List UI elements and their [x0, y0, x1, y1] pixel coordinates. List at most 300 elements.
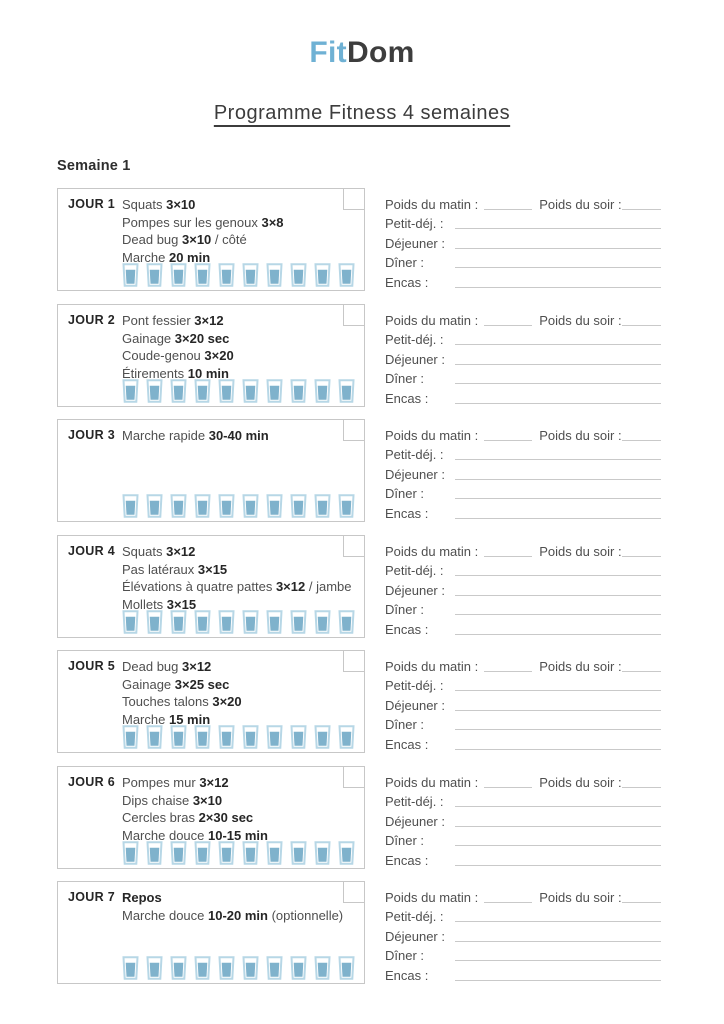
exercise-text: 2×30 sec	[198, 810, 254, 825]
day-complete-checkbox[interactable]	[343, 419, 365, 441]
water-glass-icon[interactable]	[266, 379, 283, 403]
meal-tracker	[385, 886, 661, 984]
meal-field-line	[455, 614, 661, 615]
exercise-list	[122, 774, 336, 844]
exercise-text: Dead bug	[122, 659, 182, 674]
exercise-list	[122, 427, 336, 445]
exercise-line	[122, 543, 336, 561]
exercise-text: Marche	[122, 249, 169, 265]
water-glass-icon[interactable]	[338, 610, 355, 634]
water-glass-icon[interactable]	[122, 263, 139, 287]
weight-morning-field-line	[484, 440, 532, 441]
water-glass-icon[interactable]	[122, 379, 139, 403]
water-glass-icon[interactable]	[122, 841, 139, 865]
weight-morning-label: Poids du matin :	[385, 427, 479, 443]
weights-row	[385, 540, 661, 560]
weight-evening-label: Poids du soir :	[539, 312, 622, 328]
meal-row	[385, 444, 661, 464]
meal-row	[385, 618, 661, 638]
meal-row	[385, 348, 661, 368]
exercise-text: Pont fessier	[122, 313, 195, 328]
water-glass-icon[interactable]	[290, 494, 307, 518]
meal-label: Petit-déj. :	[385, 563, 444, 579]
day-complete-checkbox[interactable]	[343, 304, 365, 326]
water-glass-icon[interactable]	[170, 379, 187, 403]
day-card	[57, 881, 365, 984]
exercise-text: 3×8	[261, 214, 284, 230]
weight-evening-label: Poids du soir :	[539, 889, 622, 905]
day-row	[57, 535, 661, 638]
exercise-line	[122, 196, 336, 214]
day-card	[57, 650, 365, 753]
day-card	[57, 535, 365, 638]
water-glass-icon[interactable]	[146, 956, 163, 980]
meal-label: Dîner :	[385, 255, 425, 271]
day-card	[57, 304, 365, 407]
meal-tracker	[385, 193, 661, 291]
exercise-line	[122, 214, 336, 232]
weight-morning-field-line	[484, 556, 532, 557]
meal-field-line	[455, 575, 661, 576]
day-card	[57, 766, 365, 869]
day-complete-checkbox[interactable]	[343, 650, 365, 672]
water-glass-icon[interactable]	[146, 494, 163, 518]
exercise-text: 3×25 sec	[174, 676, 230, 692]
exercise-line	[122, 774, 336, 792]
meal-label: Dîner :	[385, 371, 425, 387]
water-glass-icon[interactable]	[218, 379, 235, 403]
weight-evening-field-line	[622, 787, 661, 788]
water-glass-icon[interactable]	[146, 725, 163, 749]
exercise-text: Marche douce	[122, 827, 208, 843]
water-glass-icon[interactable]	[242, 725, 259, 749]
exercise-text: Marche douce	[122, 907, 208, 923]
water-glass-icon[interactable]	[266, 841, 283, 865]
weight-morning-field-line	[484, 671, 532, 672]
water-glass-icon[interactable]	[290, 263, 307, 287]
water-glass-icon[interactable]	[314, 263, 331, 287]
day-complete-checkbox[interactable]	[343, 535, 365, 557]
water-glass-icon[interactable]	[290, 725, 307, 749]
meal-row	[385, 714, 661, 734]
exercise-text: Gainage	[122, 330, 175, 346]
meal-row	[385, 232, 661, 252]
exercise-text: 10-15 min	[208, 827, 268, 843]
day-row	[57, 419, 661, 522]
water-glass-icon[interactable]	[242, 379, 259, 403]
meal-field-line	[455, 806, 661, 807]
exercise-text: 3×10	[182, 232, 212, 247]
exercise-text: Dips chaise	[122, 792, 193, 808]
day-card	[57, 188, 365, 291]
water-glass-icon[interactable]	[218, 494, 235, 518]
meal-label: Déjeuner :	[385, 582, 445, 598]
weight-morning-field-line	[484, 902, 532, 903]
meal-field-line	[455, 729, 661, 730]
exercise-list	[122, 312, 336, 382]
meal-row	[385, 329, 661, 349]
meal-label: Petit-déj. :	[385, 678, 444, 694]
water-glass-icon[interactable]	[266, 610, 283, 634]
exercise-text: Repos	[122, 890, 162, 905]
weight-morning-label: Poids du matin :	[385, 658, 479, 674]
day-row	[57, 881, 661, 984]
exercise-text: 3×20	[212, 694, 242, 709]
meal-field-line	[455, 960, 661, 961]
exercise-list	[122, 658, 336, 728]
water-glass-icon[interactable]	[338, 956, 355, 980]
water-glass-icon[interactable]	[218, 841, 235, 865]
weight-evening-field-line	[622, 209, 661, 210]
meal-row	[385, 810, 661, 830]
water-glass-icon[interactable]	[146, 379, 163, 403]
meal-label: Déjeuner :	[385, 466, 445, 482]
meal-field-line	[455, 980, 661, 981]
water-glass-icon[interactable]	[242, 956, 259, 980]
meal-field-line	[455, 267, 661, 268]
exercise-line	[122, 907, 344, 925]
fitdom-logo	[0, 36, 724, 70]
exercise-text: / côté	[211, 232, 247, 247]
weight-evening-field-line	[622, 440, 661, 441]
meal-row	[385, 791, 661, 811]
water-glass-icon[interactable]	[146, 263, 163, 287]
meal-field-line	[455, 634, 661, 635]
meal-row	[385, 733, 661, 753]
meal-label: Petit-déj. :	[385, 216, 444, 232]
meal-field-line	[455, 403, 661, 404]
weights-row	[385, 771, 661, 791]
meal-field-line	[455, 479, 661, 480]
meal-label: Petit-déj. :	[385, 332, 444, 348]
day-complete-checkbox[interactable]	[343, 766, 365, 788]
water-glass-icon[interactable]	[194, 725, 211, 749]
meal-row	[385, 964, 661, 984]
weight-evening-label: Poids du soir :	[539, 196, 622, 212]
meal-field-line	[455, 459, 661, 460]
weight-evening-field-line	[622, 902, 661, 903]
exercise-text: Dead bug	[122, 232, 182, 247]
weight-evening-label: Poids du soir :	[539, 427, 622, 443]
exercise-text: 20 min	[168, 249, 211, 265]
exercise-text: Mollets	[122, 596, 167, 612]
water-tracker	[122, 956, 355, 980]
meal-label: Petit-déj. :	[385, 909, 444, 925]
weight-evening-label: Poids du soir :	[539, 543, 622, 559]
water-glass-icon[interactable]	[266, 494, 283, 518]
water-glass-icon[interactable]	[338, 263, 355, 287]
water-glass-icon[interactable]	[266, 725, 283, 749]
weight-morning-label: Poids du matin :	[385, 196, 479, 212]
meal-row	[385, 925, 661, 945]
water-glass-icon[interactable]	[218, 725, 235, 749]
meal-field-line	[455, 941, 661, 942]
exercise-text: / jambe	[305, 579, 352, 594]
meal-row	[385, 830, 661, 850]
water-glass-icon[interactable]	[194, 841, 211, 865]
exercise-text: 3×12	[166, 544, 196, 559]
meal-field-line	[455, 690, 661, 691]
day-label: JOUR 1	[68, 197, 115, 211]
meal-field-line	[455, 749, 661, 750]
exercise-text: Marche rapide	[122, 428, 209, 443]
exercise-text: Touches talons	[122, 694, 213, 709]
exercise-list	[122, 889, 344, 924]
meal-label: Encas :	[385, 852, 429, 868]
meal-field-line	[455, 710, 661, 711]
exercise-text: Étirements	[122, 365, 188, 381]
water-glass-icon[interactable]	[290, 610, 307, 634]
exercise-text: 30-40 min	[208, 428, 269, 443]
meal-label: Dîner :	[385, 717, 425, 733]
exercise-text: Cercles bras	[122, 810, 199, 825]
meal-label: Dîner :	[385, 948, 425, 964]
exercise-line	[122, 676, 336, 694]
water-glass-icon[interactable]	[122, 494, 139, 518]
exercise-line	[122, 578, 352, 596]
water-glass-icon[interactable]	[314, 379, 331, 403]
water-glass-icon[interactable]	[194, 494, 211, 518]
meal-label: Déjeuner :	[385, 928, 445, 944]
water-tracker	[122, 610, 355, 634]
water-glass-icon[interactable]	[242, 610, 259, 634]
exercise-list	[122, 196, 336, 266]
exercise-line	[122, 792, 336, 810]
weight-evening-field-line	[622, 671, 661, 672]
weight-evening-field-line	[622, 556, 661, 557]
water-glass-icon[interactable]	[242, 841, 259, 865]
exercise-text: 3×12	[199, 775, 229, 790]
water-glass-icon[interactable]	[266, 263, 283, 287]
day-label: JOUR 7	[68, 890, 115, 904]
meal-row	[385, 560, 661, 580]
water-glass-icon[interactable]	[338, 379, 355, 403]
water-glass-icon[interactable]	[314, 494, 331, 518]
meal-label: Déjeuner :	[385, 235, 445, 251]
water-glass-icon[interactable]	[170, 494, 187, 518]
meal-field-line	[455, 364, 661, 365]
exercise-text: 3×20 sec	[174, 330, 230, 346]
meal-row	[385, 694, 661, 714]
exercise-text: 3×12	[194, 313, 224, 328]
water-glass-icon[interactable]	[146, 610, 163, 634]
water-glass-icon[interactable]	[290, 379, 307, 403]
water-glass-icon[interactable]	[146, 841, 163, 865]
meal-row	[385, 387, 661, 407]
exercise-text: Pas latéraux	[122, 561, 198, 577]
day-row	[57, 304, 661, 407]
meal-row	[385, 463, 661, 483]
water-glass-icon[interactable]	[170, 610, 187, 634]
day-label: JOUR 5	[68, 659, 115, 673]
exercise-text: Gainage	[122, 676, 175, 692]
exercise-line	[122, 330, 336, 348]
weight-evening-label: Poids du soir :	[539, 774, 622, 790]
water-glass-icon[interactable]	[122, 725, 139, 749]
exercise-line	[122, 889, 336, 907]
meal-row	[385, 579, 661, 599]
weight-morning-field-line	[484, 209, 532, 210]
weight-morning-label: Poids du matin :	[385, 312, 479, 328]
meal-field-line	[455, 248, 661, 249]
day-list	[57, 188, 661, 998]
meal-tracker	[385, 309, 661, 407]
exercise-line	[122, 693, 336, 711]
exercise-line	[122, 347, 336, 365]
meal-tracker	[385, 771, 661, 869]
meal-field-line	[455, 865, 661, 866]
meal-label: Déjeuner :	[385, 813, 445, 829]
day-row	[57, 650, 661, 753]
water-glass-icon[interactable]	[266, 956, 283, 980]
week-heading: Semaine 1	[57, 158, 131, 174]
water-tracker	[122, 725, 355, 749]
day-label: JOUR 3	[68, 428, 115, 442]
meal-row	[385, 271, 661, 291]
meal-tracker	[385, 655, 661, 753]
meal-label: Petit-déj. :	[385, 794, 444, 810]
water-glass-icon[interactable]	[194, 956, 211, 980]
weights-row	[385, 424, 661, 444]
water-glass-icon[interactable]	[338, 841, 355, 865]
meal-row	[385, 213, 661, 233]
exercise-text: 3×12	[275, 579, 306, 594]
meal-label: Dîner :	[385, 486, 425, 502]
weights-row	[385, 309, 661, 329]
water-tracker	[122, 494, 355, 518]
water-glass-icon[interactable]	[338, 725, 355, 749]
exercise-text: 3×10	[192, 792, 223, 808]
meal-label: Dîner :	[385, 833, 425, 849]
exercise-line	[122, 561, 336, 579]
weights-row	[385, 886, 661, 906]
meal-row	[385, 849, 661, 869]
water-glass-icon[interactable]	[314, 610, 331, 634]
day-row	[57, 766, 661, 869]
logo-text-dom: Dom	[346, 36, 415, 69]
exercise-line	[122, 231, 336, 249]
meal-field-line	[455, 287, 661, 288]
water-glass-icon[interactable]	[242, 263, 259, 287]
meal-field-line	[455, 498, 661, 499]
day-label: JOUR 4	[68, 544, 115, 558]
exercise-line	[122, 427, 336, 445]
day-label: JOUR 2	[68, 313, 115, 327]
water-glass-icon[interactable]	[170, 263, 187, 287]
meal-row	[385, 945, 661, 965]
meal-row	[385, 483, 661, 503]
water-glass-icon[interactable]	[194, 379, 211, 403]
exercise-text: Pompes mur	[122, 775, 200, 790]
water-glass-icon[interactable]	[290, 956, 307, 980]
exercise-text: 3×12	[182, 659, 212, 674]
meal-label: Encas :	[385, 967, 429, 983]
meal-label: Encas :	[385, 621, 429, 637]
weight-evening-field-line	[622, 325, 661, 326]
meal-field-line	[455, 383, 661, 384]
meal-row	[385, 502, 661, 522]
meal-field-line	[455, 826, 661, 827]
weight-morning-label: Poids du matin :	[385, 889, 479, 905]
water-glass-icon[interactable]	[170, 725, 187, 749]
water-glass-icon[interactable]	[122, 956, 139, 980]
exercise-text: 10-20 min	[208, 907, 268, 923]
water-glass-icon[interactable]	[338, 494, 355, 518]
meal-label: Dîner :	[385, 602, 425, 618]
meal-label: Déjeuner :	[385, 351, 445, 367]
meal-label: Déjeuner :	[385, 697, 445, 713]
meal-row	[385, 675, 661, 695]
meal-label: Petit-déj. :	[385, 447, 444, 463]
meal-tracker	[385, 540, 661, 638]
exercise-text: 10 min	[187, 365, 229, 381]
weight-morning-label: Poids du matin :	[385, 543, 479, 559]
water-glass-icon[interactable]	[122, 610, 139, 634]
logo-text-fit: Fit	[309, 36, 347, 69]
water-glass-icon[interactable]	[194, 263, 211, 287]
exercise-text: Pompes sur les genoux	[122, 214, 262, 230]
meal-field-line	[455, 595, 661, 596]
exercise-text: Élévations à quatre pattes	[122, 579, 276, 594]
water-glass-icon[interactable]	[218, 610, 235, 634]
exercise-text: 3×10	[166, 197, 196, 212]
water-glass-icon[interactable]	[314, 841, 331, 865]
weight-morning-field-line	[484, 787, 532, 788]
exercise-text: 3×15	[166, 596, 197, 612]
water-glass-icon[interactable]	[242, 494, 259, 518]
meal-label: Encas :	[385, 505, 429, 521]
exercise-text: Coude-genou	[122, 348, 205, 363]
page-title: Programme Fitness 4 semaines	[213, 102, 511, 124]
meal-field-line	[455, 518, 661, 519]
weight-morning-field-line	[484, 325, 532, 326]
meal-row	[385, 599, 661, 619]
water-tracker	[122, 379, 355, 403]
meal-row	[385, 906, 661, 926]
meal-field-line	[455, 228, 661, 229]
water-glass-icon[interactable]	[314, 725, 331, 749]
water-glass-icon[interactable]	[290, 841, 307, 865]
water-tracker	[122, 841, 355, 865]
water-glass-icon[interactable]	[218, 956, 235, 980]
exercise-list	[122, 543, 352, 613]
exercise-line	[122, 658, 336, 676]
exercise-text: 3×15	[197, 561, 228, 577]
exercise-text: 3×20	[204, 348, 234, 363]
day-complete-checkbox[interactable]	[343, 881, 365, 903]
day-card	[57, 419, 365, 522]
water-glass-icon[interactable]	[218, 263, 235, 287]
water-glass-icon[interactable]	[194, 610, 211, 634]
meal-row	[385, 252, 661, 272]
exercise-text: 15 min	[168, 711, 211, 727]
water-glass-icon[interactable]	[170, 956, 187, 980]
meal-label: Encas :	[385, 736, 429, 752]
day-label: JOUR 6	[68, 775, 115, 789]
exercise-text: Marche	[122, 711, 169, 727]
weights-row	[385, 655, 661, 675]
weight-morning-label: Poids du matin :	[385, 774, 479, 790]
water-tracker	[122, 263, 355, 287]
day-complete-checkbox[interactable]	[343, 188, 365, 210]
water-glass-icon[interactable]	[170, 841, 187, 865]
meal-field-line	[455, 921, 661, 922]
meal-field-line	[455, 845, 661, 846]
day-row	[57, 188, 661, 291]
water-glass-icon[interactable]	[314, 956, 331, 980]
meal-field-line	[455, 344, 661, 345]
exercise-text: Squats	[122, 197, 167, 212]
